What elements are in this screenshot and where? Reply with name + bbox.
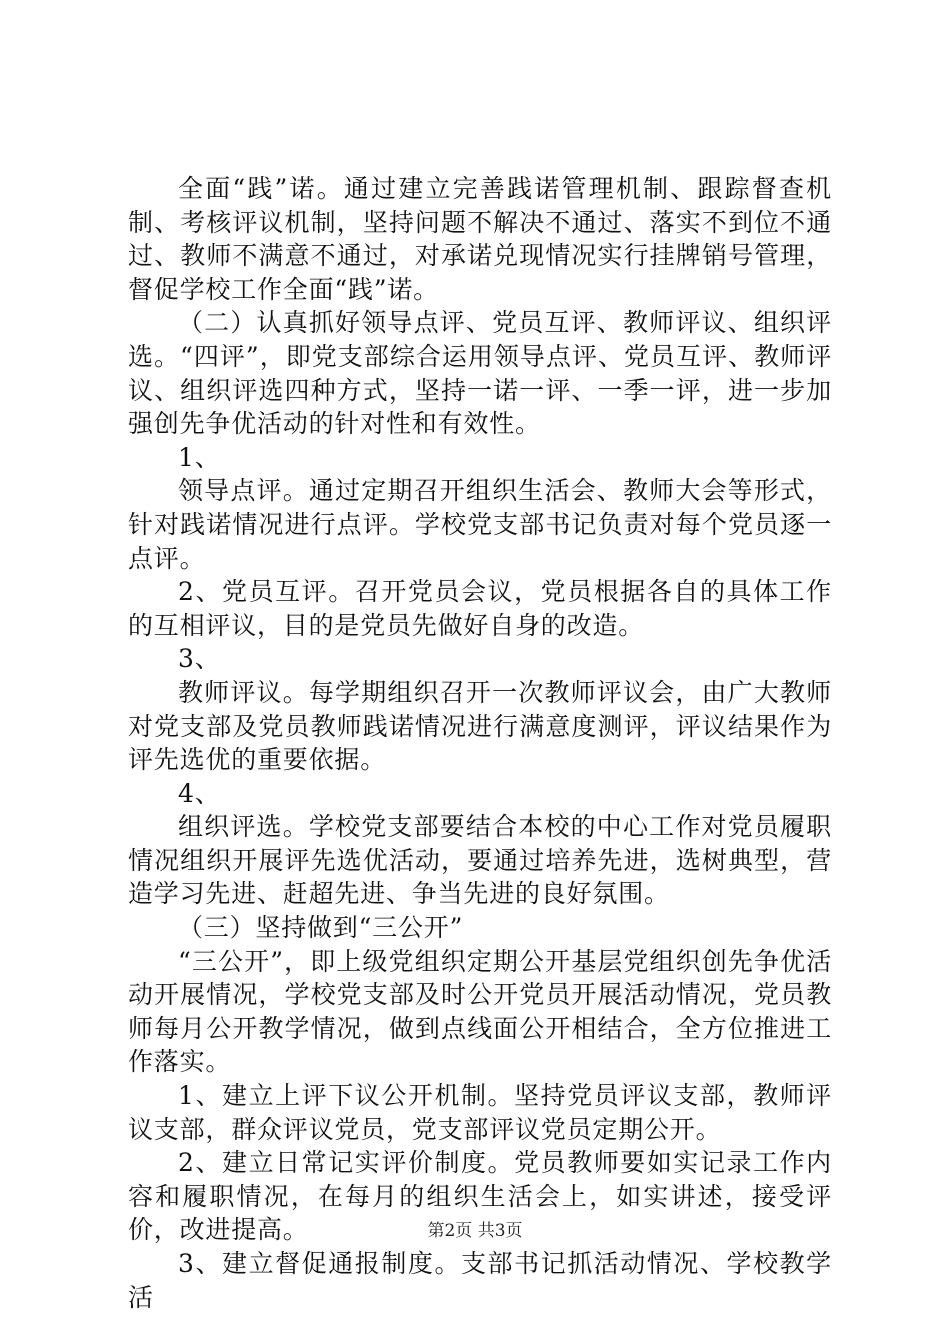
paragraph: （二）认真抓好领导点评、党员互评、教师评议、组织评选。“四评”，即党支部综合运用领导点评、党员互评、教师评议、组织评选四种方式，坚持一诺一评、一季一评，进一步加强创先争优活动的针对性和有效性。 [128,308,832,439]
list-number: 4、 [178,778,221,808]
paragraph: 2、党员互评。召开党员会议，党员根据各自的具体工作的互相评议，目的是党员先做好自身的改造。 [128,577,832,640]
list-number: 3、 [178,644,221,674]
paragraph: 2、建立日常记实评价制度。党员教师要如实记录工作内容和履职情况，在每月的组织生活会上，如实讲述，接受评价，改进提高。 [128,1148,832,1245]
paragraph: 教师评议。每学期组织召开一次教师评议会，由广大教师对党支部及党员教师践诺情况进行满意度测评，评议结果作为评先选优的重要依据。 [128,677,832,775]
paragraph: 组织评选。学校党支部要结合本校的中心工作对党员履职情况组织开展评先选优活动，要通过培养先进，选树典型，营造学习先进、赶超先进、争当先进的良好氛围。 [128,812,832,909]
paragraph: 领导点评。通过定期召开组织生活会、教师大会等形式，针对践诺情况进行点评。学校党支部书记负责对每个党员逐一点评。 [128,476,832,573]
paragraph: 3、建立督促通报制度。支部书记抓活动情况、学校教学活 [128,1249,832,1312]
page-footer: 第2页 共3页 [427,1221,523,1241]
body-text [128,172,832,1314]
list-number: 1、 [178,442,221,472]
section-heading: （三）坚持做到“三公开” [178,913,464,943]
paragraph: “三公开”，即上级党组织定期公开基层党组织创先争优活动开展情况，学校党支部及时公开党员开展活动情况，党员教师每月公开教学情况，做到点线面公开相结合，全方位推进工作落实。 [128,946,832,1077]
paragraph: 全面“践”诺。通过建立完善践诺管理机制、跟踪督查机制、考核评议机制，坚持问题不解决不通过、落实不到位不通过、教师不满意不通过，对承诺兑现情况实行挂牌销号管理，督促学校工作全面“践”诺。 [128,174,832,304]
paragraph: 1、建立上评下议公开机制。坚持党员评议支部，教师评议支部，群众评议党员，党支部评议党员定期公开。 [128,1081,832,1144]
